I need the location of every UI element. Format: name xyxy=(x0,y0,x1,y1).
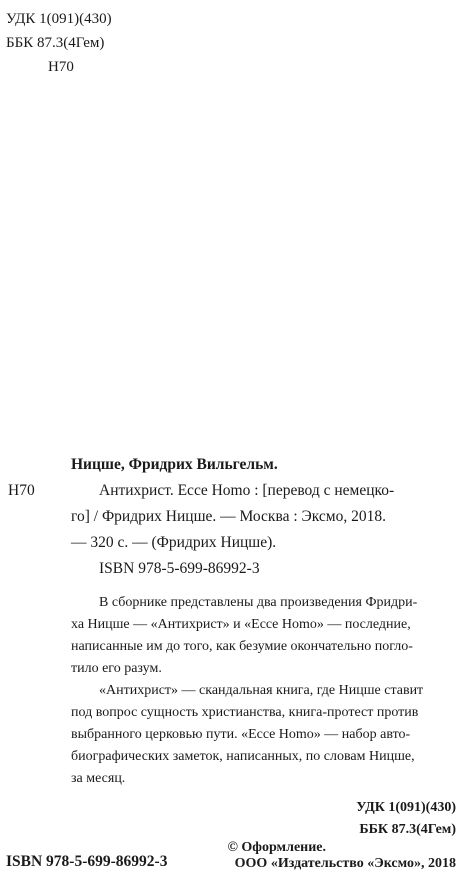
entry-line-1: Антихрист. Ecce Homo : [перевод с немецко- xyxy=(99,482,395,499)
author-sign-entry: Н70 xyxy=(8,482,35,499)
entry-isbn: ISBN 978-5-699-86992-3 xyxy=(99,560,260,577)
bbk-code-bottom: ББК 87.3(4Гем) xyxy=(359,822,456,837)
annotation-line: за месяц. xyxy=(71,771,126,786)
footer-isbn: ISBN 978-5-699-86992-3 xyxy=(6,853,168,870)
annotation-line: биографических заметок, написанных, по словам Ницше, xyxy=(71,749,415,764)
annotation-line: выбранного церковью пути. «Ecce Homo» — набор авто- xyxy=(71,727,411,742)
entry-line-2: го] / Фридрих Ницше. — Москва : Эксмо, 2018. xyxy=(71,508,386,525)
design-copyright: © Оформление. xyxy=(227,840,326,855)
udk-code: УДК 1(091)(430) xyxy=(6,11,112,27)
publisher-copyright: ООО «Издательство «Эксмо», 2018 xyxy=(234,856,456,871)
annotation-line: под вопрос сущность христианства, книга-протест против xyxy=(71,705,419,720)
author-sign-top: Н70 xyxy=(48,59,74,75)
annotation-line: «Антихрист» — скандальная книга, где Ницше ставит xyxy=(99,683,424,698)
annotation-line: ха Ницше — «Антихрист» и «Ecce Homo» — последние, xyxy=(71,617,411,632)
annotation-line: тило его разум. xyxy=(71,661,162,676)
entry-line-3: — 320 с. — (Фридрих Ницше). xyxy=(71,534,277,551)
bbk-code: ББК 87.3(4Гем) xyxy=(6,35,105,51)
udk-code-bottom: УДК 1(091)(430) xyxy=(356,800,456,815)
annotation-line: написанные им до того, как безумие окончательно погло- xyxy=(71,639,413,654)
author-name: Ницше, Фридрих Вильгельм. xyxy=(71,456,278,473)
annotation-line: В сборнике представлены два произведения Фридри- xyxy=(99,595,418,610)
